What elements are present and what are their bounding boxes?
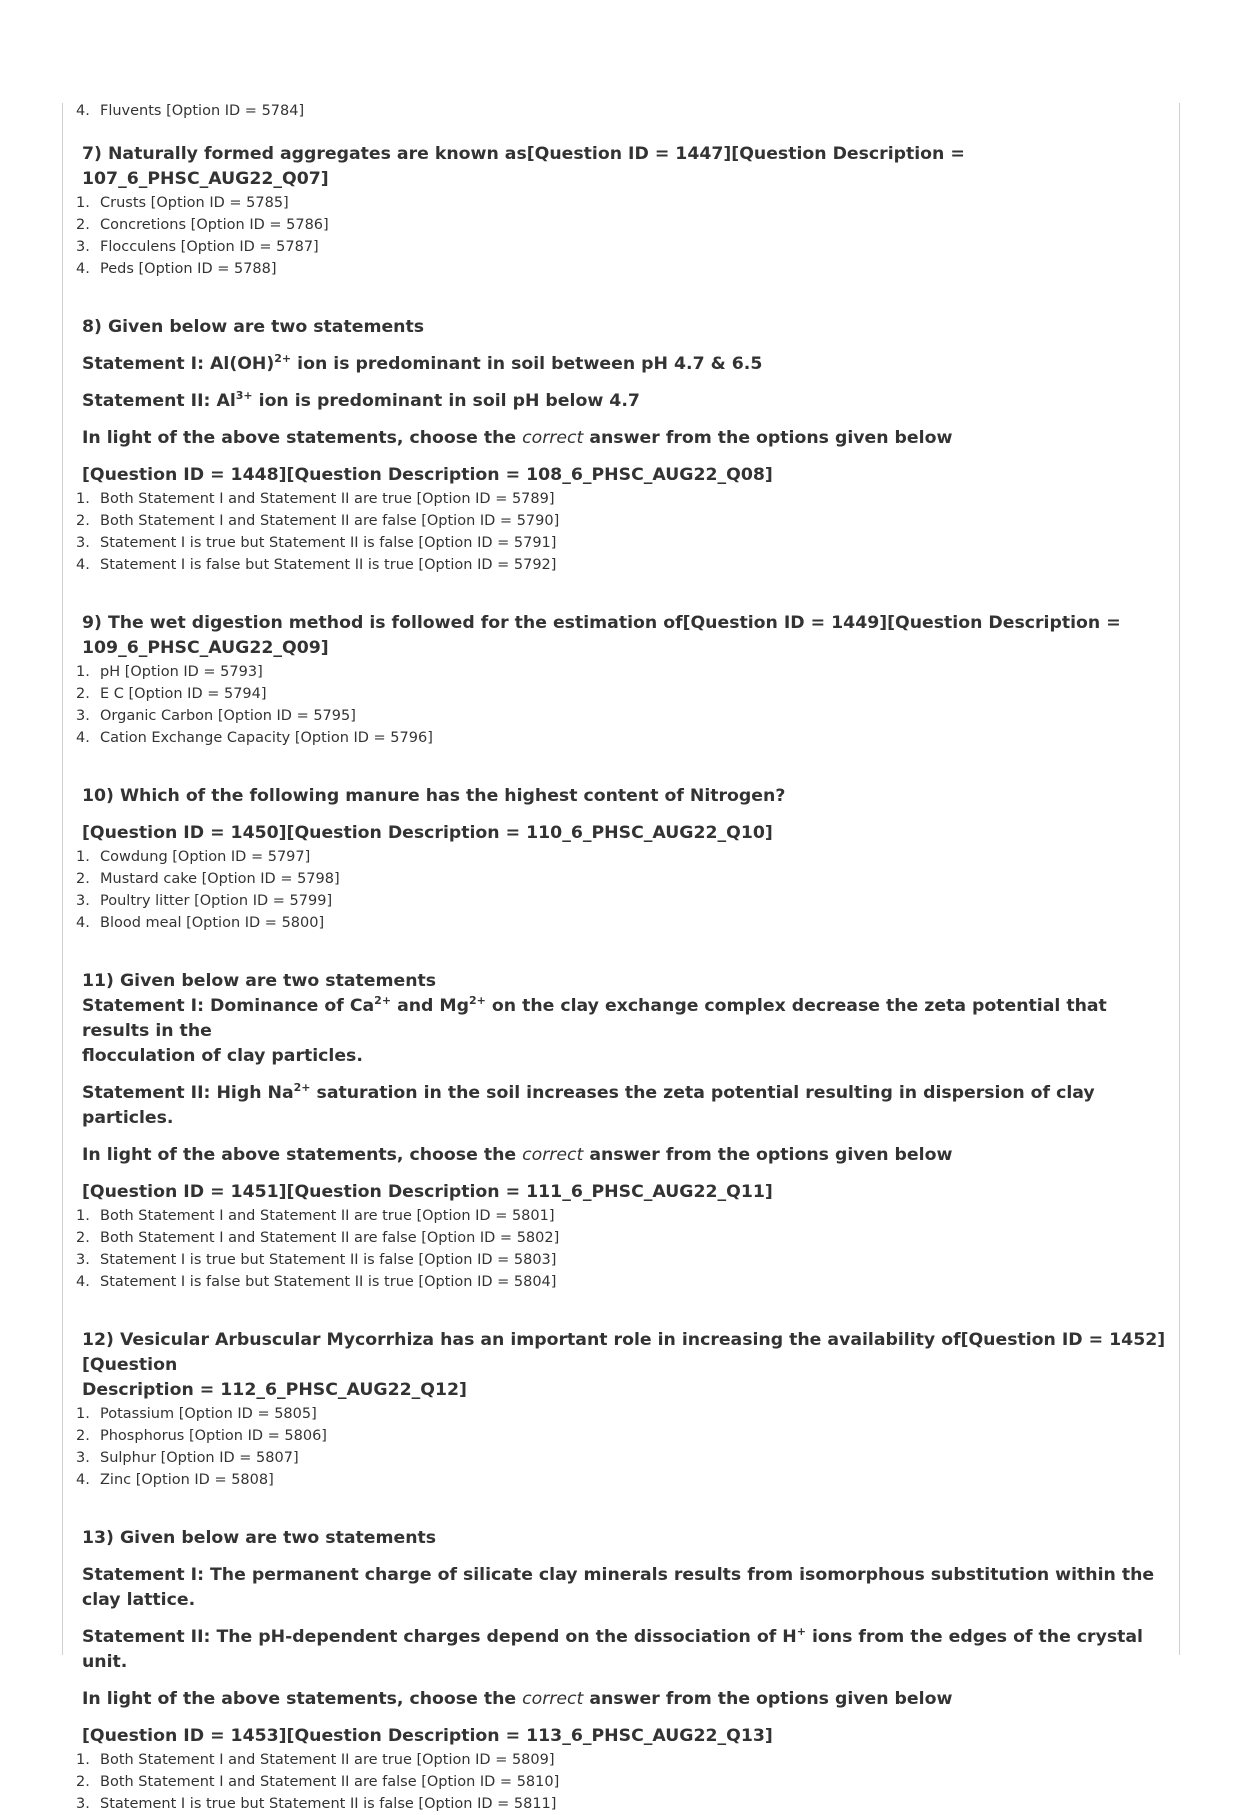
statement-2: Statement II: $Al^{3+}$ ion is predominant in soil pH below 4.7 (82, 389, 640, 411)
option: 1. Potassium [Option ID = 5805] (76, 1406, 317, 1422)
option: 4. Fluvents [Option ID = 5784] (76, 103, 305, 119)
question-6-tail (76, 100, 1166, 122)
question-header-cont: Description = 112_6_PHSC_AUG22_Q12] (82, 1380, 467, 1400)
option: 2. Concretions [Option ID = 5786] (76, 217, 329, 233)
question-8 (76, 315, 1166, 576)
statement-1: Statement I: Al(OH)$^{2+}$ ion is predominant in soil between pH 4.7 & 6.5 (82, 352, 763, 374)
question-header: 11) Given below are two statements (82, 971, 437, 991)
option: 4. Cation Exchange Capacity [Option ID = 5796] (76, 730, 433, 746)
question-header: 9) The wet digestion method is followed for the estimation of[Question ID = 1449][Question Description = (82, 613, 1121, 633)
question-header: 12) Vesicular Arbuscular Mycorrhiza has an important role in increasing the availability of[Question ID = 1452][Question (82, 1330, 1166, 1375)
option: 3. Sulphur [Option ID = 5807] (76, 1450, 299, 1466)
question-header: 7) Naturally formed aggregates are known as[Question ID = 1447][Question Description = 107_6_PHSC_AUG22_Q07] (82, 144, 965, 189)
question-id: [Question ID = 1448][Question Description = 108_6_PHSC_AUG22_Q08] (82, 465, 773, 485)
option: 1. pH [Option ID = 5793] (76, 664, 263, 680)
option: 1. Both Statement I and Statement II are true [Option ID = 5801] (76, 1208, 555, 1224)
question-13 (76, 1526, 1166, 1815)
option: 4. Blood meal [Option ID = 5800] (76, 915, 325, 931)
question-12 (76, 1328, 1166, 1491)
page-border-left (62, 103, 63, 1655)
question-11 (76, 969, 1166, 1293)
option: 4. Zinc [Option ID = 5808] (76, 1472, 274, 1488)
option: 1. Both Statement I and Statement II are true [Option ID = 5809] (76, 1752, 555, 1768)
question-7 (76, 142, 1166, 280)
statement-2: Statement II: High $Na^{2+}$ saturation in the soil increases the zeta potential resulting in dispersion of clay particles. (82, 1081, 1095, 1128)
statement-2: Statement II: The pH-dependent charges depend on the dissociation of H+ ions from the edges of the crystal unit. (82, 1625, 1143, 1672)
option: 3. Poultry litter [Option ID = 5799] (76, 893, 333, 909)
option: 3. Statement I is true but Statement II is false [Option ID = 5811] (76, 1796, 557, 1812)
option: 2. E C [Option ID = 5794] (76, 686, 267, 702)
option: 4. Statement I is false but Statement II is true [Option ID = 5804] (76, 1274, 557, 1290)
question-header: 13) Given below are two statements (82, 1528, 437, 1548)
option: 1. Cowdung [Option ID = 5797] (76, 849, 311, 865)
statement-1: Statement I: Dominance of $Ca^{2+}$ and $Mg^{2+}$ on the clay exchange complex decrease the zeta potential that results in the (82, 994, 1107, 1041)
question-10 (76, 784, 1166, 934)
option: 2. Both Statement I and Statement II are false [Option ID = 5810] (76, 1774, 560, 1790)
option: 4. Statement I is false but Statement II is true [Option ID = 5792] (76, 557, 557, 573)
option: 2. Both Statement I and Statement II are false [Option ID = 5802] (76, 1230, 560, 1246)
question-header: 10) Which of the following manure has the highest content of Nitrogen? (82, 786, 786, 806)
option: 3. Organic Carbon [Option ID = 5795] (76, 708, 356, 724)
option: 2. Phosphorus [Option ID = 5806] (76, 1428, 327, 1444)
instruction: In light of the above statements, choose the correct answer from the options given below (82, 428, 953, 448)
question-header-cont: 109_6_PHSC_AUG22_Q09] (82, 638, 329, 658)
option: 1. Both Statement I and Statement II are true [Option ID = 5789] (76, 491, 555, 507)
statement-1-cont: flocculation of clay particles. (82, 1046, 363, 1066)
option: 1. Crusts [Option ID = 5785] (76, 195, 289, 211)
question-paper (76, 100, 1166, 1815)
instruction: In light of the above statements, choose the correct answer from the options given below (82, 1145, 953, 1165)
option: 4. Peds [Option ID = 5788] (76, 261, 277, 277)
question-9 (76, 611, 1166, 749)
question-header: 8) Given below are two statements (82, 317, 425, 337)
option: 3. Flocculens [Option ID = 5787] (76, 239, 319, 255)
question-id: [Question ID = 1450][Question Description = 110_6_PHSC_AUG22_Q10] (82, 823, 773, 843)
option: 3. Statement I is true but Statement II is false [Option ID = 5791] (76, 535, 557, 551)
question-id: [Question ID = 1451][Question Description = 111_6_PHSC_AUG22_Q11] (82, 1182, 773, 1202)
option: 2. Mustard cake [Option ID = 5798] (76, 871, 340, 887)
page-border-right (1179, 103, 1180, 1655)
question-id: [Question ID = 1453][Question Description = 113_6_PHSC_AUG22_Q13] (82, 1726, 773, 1746)
option: 3. Statement I is true but Statement II is false [Option ID = 5803] (76, 1252, 557, 1268)
statement-1: Statement I: The permanent charge of silicate clay minerals results from isomorphous substitution within the clay lattice. (82, 1565, 1155, 1610)
option: 2. Both Statement I and Statement II are false [Option ID = 5790] (76, 513, 560, 529)
instruction: In light of the above statements, choose the correct answer from the options given below (82, 1689, 953, 1709)
